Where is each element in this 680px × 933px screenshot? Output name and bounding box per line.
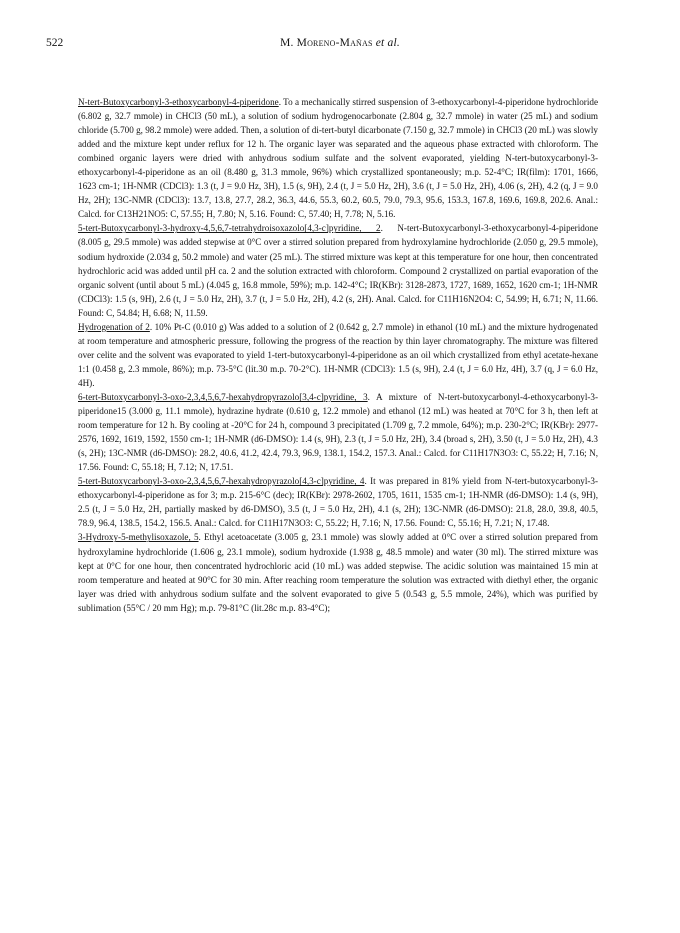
running-head: [46, 37, 634, 57]
compound-heading: Hydrogenation of 2: [78, 321, 150, 332]
compound-heading: 3-Hydroxy-5-methylisoxazole, 5: [78, 532, 199, 543]
paragraph-compound-3: [78, 390, 598, 474]
page-number: 522: [46, 37, 64, 49]
author-etal: et al.: [375, 37, 400, 49]
paragraph-hydrogenation: [78, 320, 598, 390]
author-header: [46, 37, 634, 49]
compound-heading: N-tert-Butoxycarbonyl-3-ethoxycarbonyl-4-piperidone: [78, 97, 279, 107]
paragraph-boc-piperidone: [78, 95, 598, 221]
compound-heading: 5-tert-Butoxycarbonyl-3-hydroxy-4,5,6,7-tetrahydroisoxazolo[4,3-c]pyridine, 2: [78, 223, 381, 234]
compound-heading: 6-tert-Butoxycarbonyl-3-oxo-2,3,4,5,6,7-hexahydropyrazolo[3,4-c]pyridine, 3: [78, 391, 368, 402]
paragraph-compound-5: [78, 530, 598, 614]
paragraph-compound-4: [78, 474, 598, 530]
experimental-text: [78, 95, 598, 615]
paragraph-text: . It was prepared in 81% yield from N-tert-butoxycarbonyl-3-ethoxycarbonyl-4-piperidone as for 3; m.p. 215-6°C (dec); IR(KBr): 2978-2602, 1705, 1611, 1535 cm-1; 1H-NMR (d6-DMSO): 1.4 (s, 9H), 2.5 (t, J = 5.0 Hz, 2H, partially masked by d6-DMSO), 3.5 (t, J = 5.0 Hz, 2H), 4.1 (s, 2H); 13C-NMR (d6-DMSO): 21.8, 28.0, 39.8, 40.5, 78.9, 96.4, 138.5, 154.2, 156.5. Anal.: Calcd. for C11H17N3O3: C, 55.22; H, 7.16; N, 17.56. Found: C, 55.16; H, 7.21; N, 17.48.: [78, 476, 598, 529]
paragraph-text: . To a mechanically stirred suspension of 3-ethoxycarbonyl-4-piperidone hydrochloride (6.802 g, 32.7 mmole) in CHCl3 (50 mL), a solution of sodium hydrogenocarbonate (2.804 g, 32.7 mmole) in water (25 mL) and sodium chloride (5.700 g, 98.2 mmole) were added. Then, a solution of di-tert-butyl dicarbonate (7.150 g, 32.7 mmole) in CHCl3 (20 mL) was slowly added and the mixture kept under reflux for 12 h. The organic layer was separated and the aqueous phase extracted with chloroform. The combined organic layers were dried with anhydrous sodium sulfate and the solvent evaporated, yielding N-tert-butoxycarbonyl-3-ethoxycarbonyl-4-piperidone as an oil (8.480 g, 31.3 mmole, 96%) which crystallized spontaneously; m.p. 52-4°C; IR(film): 1701, 1666, 1623 cm-1; 1H-NMR (CDCl3): 1.3 (t, J = 9.0 Hz, 3H), 1.5 (s, 9H), 2.4 (t, J = 5.0 Hz, 2H), 3.6 (t, J = 5.0 Hz, 2H), 4.06 (s, 2H), 4.2 (q, J = 9.0 Hz, 2H); 13C-NMR (CDCl3): 13.7, 13.8, 27.7, 28.2, 36.3, 44.6, 55.3, 60.2, 60.5, 79.0, 79.3, 95.6, 153.3, 167.8, 169.6, 169.8, 202.6. Anal.: Calcd. for C13H21NO5: C, 57.55; H, 7.80; N, 5.16. Found: C, 57.40; H, 7.78; N, 5.16.: [78, 97, 598, 220]
paragraph-text: . A mixture of N-tert-butoxycarbonyl-4-ethoxycarbonyl-3-piperidone15 (3.000 g, 11.1 mmole), hydrazine hydrate (0.610 g, 12.2 mmole) and ethanol (12 mL) was heated at 70°C for 3 h, then left at room temperature for 12 h. By cooling at -20°C for 24 h, compound 3 precipitated (1.709 g, 7.2 mmole, 64%); m.p. 230-2°C; IR(KBr): 2977-2576, 1692, 1619, 1592, 1550 cm-1; 1H-NMR (d6-DMSO): 1.4 (s, 9H), 2.3 (t, J = 5.0 Hz, 2H), 3.4 (broad s, 2H), 3.50 (t, J = 5.0 Hz, 2H), 4.3 (s, 2H); 13C-NMR (d6-DMSO): 28.2, 40.6, 41.2, 42.4, 79.3, 96.9, 138.1, 154.2, 157.3. Anal.: Calcd. for C11H17N3O3: C, 55.22; H, 7.16; N, 17.56. Found: C, 55.18; H, 7.12; N, 17.51.: [78, 391, 598, 473]
paragraph-compound-2: [78, 221, 598, 319]
paragraph-text: . 10% Pt-C (0.010 g) Was added to a solution of 2 (0.642 g, 2.7 mmole) in ethanol (10 mL) and the mixture hydrogenated at room temperature and atmospheric pressure, following the progress of the reaction by thin layer chromatography. The mixture was filtered over celite and the solvent was evaporated to yield 1-tert-butoxycarbonyl-4-piperidone as an oil which crystallized from ethyl acetate-hexane 1:1 (0.458 g, 2.3 mmole, 86%); m.p. 73-5°C (lit.30 m.p. 70-2°C). 1H-NMR (CDCl3): 1.5 (s, 9H), 2.4 (t, J = 6.0 Hz, 4H), 3.7 (q, J = 6.0 Hz, 4H).: [78, 321, 598, 388]
author-names: M. Moreno-Mañas: [280, 37, 373, 49]
paragraph-text: . N-tert-Butoxycarbonyl-3-ethoxycarbonyl-4-piperidone (8.005 g, 29.5 mmole) was added stepwise at 0°C over a stirred solution prepared from hydroxylamine hydrochloride (2.050 g, 29.5 mmole), sodium hydroxide (2.034 g, 50.2 mmole) and water (25 mL). The stirred mixture was kept at this temperature for one hour, then concentrated hydrochloric acid was added until pH ca. 2 and the solution extracted with chloroform. Compound 2 crystallized on partial evaporation of the organic solvent (until about 5 mL) (4.045 g, 16.8 mmole, 59%); m.p. 142-4°C; IR(KBr): 3128-2873, 1727, 1689, 1652, 1620 cm-1; 1H-NMR (CDCl3): 1.5 (s, 9H), 2.6 (t, J = 5.0 Hz, 2H), 3.7 (t, J = 5.0 Hz, 2H), 4.2 (s, 2H). Anal. Calcd. for C11H16N2O4: C, 54.99; H, 6.71; N, 11.66. Found: C, 54.84; H, 6.68; N, 11.59.: [78, 223, 598, 318]
compound-heading: 5-tert-Butoxycarbonyl-3-oxo-2,3,4,5,6,7-hexahydropyrazolo[4,3-c]pyridine, 4: [78, 476, 365, 487]
paragraph-text: . Ethyl acetoacetate (3.005 g, 23.1 mmole) was slowly added at 0°C over a stirred solution prepared from hydroxylamine hydrochloride (1.606 g, 23.1 mmole), sodium hydroxide (1.938 g, 48.5 mmole) and water (30 ml). The stirred mixture was kept at 0°C for one hour, then concentrated hydrochloric acid (10 mL) was added stepwise. The acidic solution was maintained 15 min at room temperature and heated at 90°C for 30 min. After reaching room temperature the solution was extracted with diethyl ether, the organic layer was dried with anhydrous sodium sulfate and the solvent evaporated to give 5 (0.543 g, 5.5 mmole, 24%), which was purified by sublimation (55°C / 20 mm Hg); m.p. 79-81°C (lit.28c m.p. 83-4°C);: [78, 532, 598, 613]
